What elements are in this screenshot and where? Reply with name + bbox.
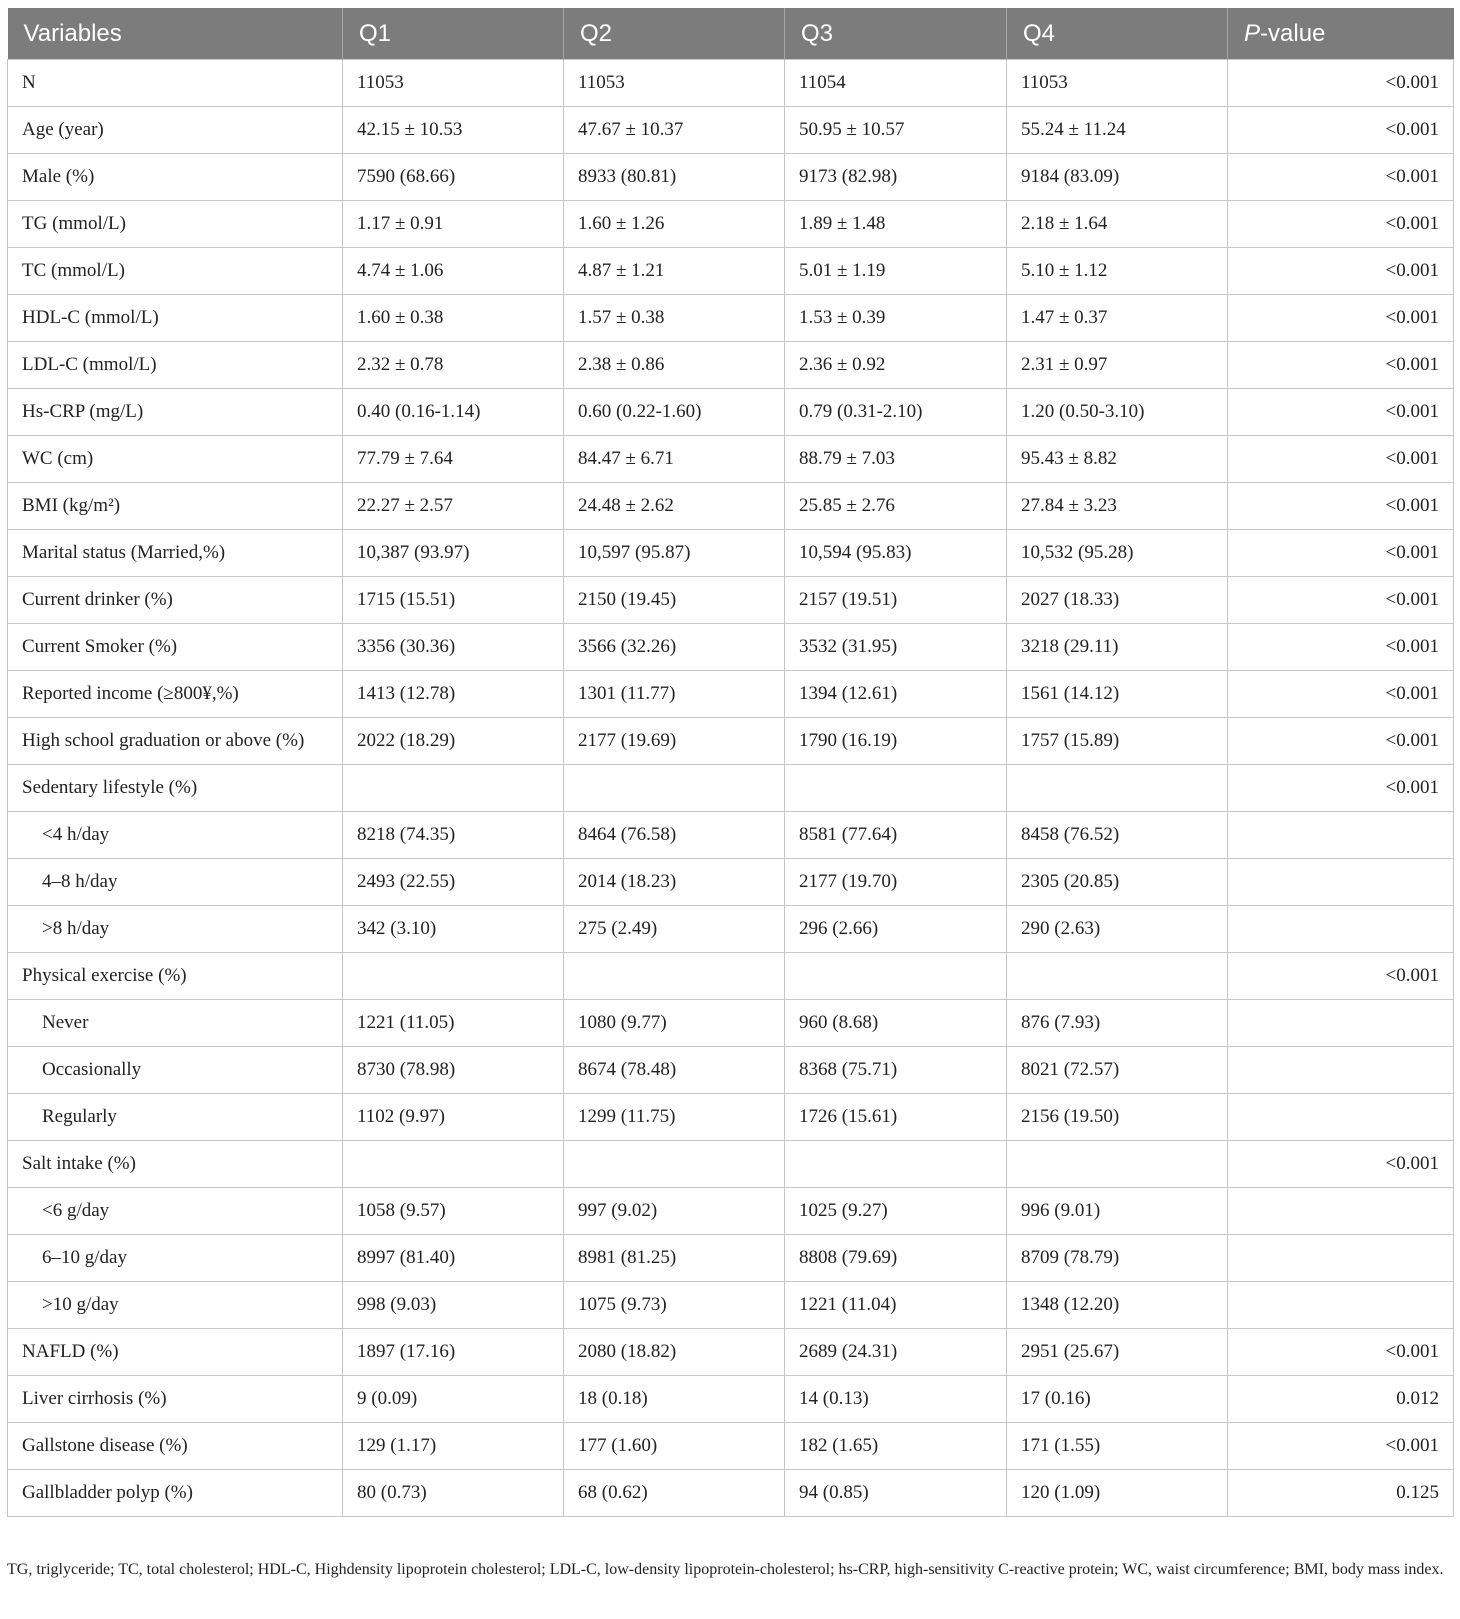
q2-cell: 3566 (32.26): [564, 624, 785, 671]
q4-cell: 27.84 ± 3.23: [1007, 483, 1228, 530]
row-label-cell: Sedentary lifestyle (%): [8, 765, 343, 812]
q4-cell: 171 (1.55): [1007, 1423, 1228, 1470]
table-header-row: [8, 8, 1454, 60]
q1-cell: 1897 (17.16): [343, 1329, 564, 1376]
q1-cell: 129 (1.17): [343, 1423, 564, 1470]
q3-cell: 9173 (82.98): [785, 154, 1007, 201]
table-row: [8, 107, 1454, 154]
table-row: [8, 859, 1454, 906]
p-value-cell: <0.001: [1228, 483, 1454, 530]
q1-cell: 1102 (9.97): [343, 1094, 564, 1141]
row-label-cell: >8 h/day: [8, 906, 343, 953]
q1-cell: 2022 (18.29): [343, 718, 564, 765]
p-value-cell: <0.001: [1228, 342, 1454, 389]
p-value-cell: <0.001: [1228, 1329, 1454, 1376]
q4-cell: 8458 (76.52): [1007, 812, 1228, 859]
q1-cell: [343, 1141, 564, 1188]
p-value-cell: <0.001: [1228, 577, 1454, 624]
p-value-cell: [1228, 859, 1454, 906]
p-value-cell: [1228, 906, 1454, 953]
q3-cell: 296 (2.66): [785, 906, 1007, 953]
q2-cell: 84.47 ± 6.71: [564, 436, 785, 483]
table-row: [8, 530, 1454, 577]
q2-cell: [564, 765, 785, 812]
q1-cell: 22.27 ± 2.57: [343, 483, 564, 530]
table-row: [8, 483, 1454, 530]
p-value-cell: [1228, 1047, 1454, 1094]
q3-cell: 2.36 ± 0.92: [785, 342, 1007, 389]
q3-cell: 8808 (79.69): [785, 1235, 1007, 1282]
row-label-cell: TG (mmol/L): [8, 201, 343, 248]
q1-cell: 2.32 ± 0.78: [343, 342, 564, 389]
row-label-cell: 4–8 h/day: [8, 859, 343, 906]
q3-cell: [785, 765, 1007, 812]
q1-cell: 998 (9.03): [343, 1282, 564, 1329]
row-label-cell: Salt intake (%): [8, 1141, 343, 1188]
q4-cell: 1.20 (0.50-3.10): [1007, 389, 1228, 436]
table-row: [8, 1329, 1454, 1376]
q1-cell: 77.79 ± 7.64: [343, 436, 564, 483]
q3-cell: 1.89 ± 1.48: [785, 201, 1007, 248]
q4-cell: 1.47 ± 0.37: [1007, 295, 1228, 342]
q3-cell: 2689 (24.31): [785, 1329, 1007, 1376]
q1-cell: 342 (3.10): [343, 906, 564, 953]
q2-cell: 2080 (18.82): [564, 1329, 785, 1376]
q3-cell: 11054: [785, 60, 1007, 107]
q1-cell: 1.17 ± 0.91: [343, 201, 564, 248]
q3-cell: 182 (1.65): [785, 1423, 1007, 1470]
q2-cell: 997 (9.02): [564, 1188, 785, 1235]
q3-cell: 2157 (19.51): [785, 577, 1007, 624]
q1-cell: [343, 765, 564, 812]
q3-cell: [785, 1141, 1007, 1188]
q4-cell: 1757 (15.89): [1007, 718, 1228, 765]
row-label-cell: <4 h/day: [8, 812, 343, 859]
q1-cell: 42.15 ± 10.53: [343, 107, 564, 154]
table-row: [8, 1376, 1454, 1423]
p-value-cell: <0.001: [1228, 718, 1454, 765]
q2-cell: 1299 (11.75): [564, 1094, 785, 1141]
row-label-cell: Current drinker (%): [8, 577, 343, 624]
table-row: [8, 248, 1454, 295]
q2-cell: 2177 (19.69): [564, 718, 785, 765]
row-label-cell: Male (%): [8, 154, 343, 201]
q2-cell: 177 (1.60): [564, 1423, 785, 1470]
q1-cell: 1.60 ± 0.38: [343, 295, 564, 342]
q2-cell: [564, 953, 785, 1000]
q4-cell: 8709 (78.79): [1007, 1235, 1228, 1282]
q2-cell: 1075 (9.73): [564, 1282, 785, 1329]
table-row: [8, 624, 1454, 671]
p-value-cell: <0.001: [1228, 295, 1454, 342]
p-value-cell: [1228, 1094, 1454, 1141]
header-q4: Q4: [1007, 8, 1228, 60]
table-row: [8, 906, 1454, 953]
q2-cell: 275 (2.49): [564, 906, 785, 953]
table-row: [8, 60, 1454, 107]
q1-cell: 8218 (74.35): [343, 812, 564, 859]
data-table-container: [7, 8, 1453, 1517]
table-row: [8, 1470, 1454, 1517]
q4-cell: 120 (1.09): [1007, 1470, 1228, 1517]
q1-cell: 1058 (9.57): [343, 1188, 564, 1235]
p-value-cell: <0.001: [1228, 953, 1454, 1000]
q2-cell: 1301 (11.77): [564, 671, 785, 718]
header-p-italic: P: [1244, 19, 1261, 47]
q4-cell: 5.10 ± 1.12: [1007, 248, 1228, 295]
p-value-cell: 0.012: [1228, 1376, 1454, 1423]
q2-cell: 8933 (80.81): [564, 154, 785, 201]
q4-cell: [1007, 765, 1228, 812]
table-row: [8, 1094, 1454, 1141]
q2-cell: 1.60 ± 1.26: [564, 201, 785, 248]
q2-cell: 2.38 ± 0.86: [564, 342, 785, 389]
q3-cell: 1025 (9.27): [785, 1188, 1007, 1235]
table-row: [8, 718, 1454, 765]
q2-cell: 1080 (9.77): [564, 1000, 785, 1047]
q3-cell: 0.79 (0.31-2.10): [785, 389, 1007, 436]
p-value-cell: [1228, 1235, 1454, 1282]
row-label-cell: Age (year): [8, 107, 343, 154]
q1-cell: 1413 (12.78): [343, 671, 564, 718]
row-label-cell: Hs-CRP (mg/L): [8, 389, 343, 436]
q2-cell: 2014 (18.23): [564, 859, 785, 906]
row-label-cell: TC (mmol/L): [8, 248, 343, 295]
table-row: [8, 1282, 1454, 1329]
table-row: [8, 953, 1454, 1000]
row-label-cell: Reported income (≥800¥,%): [8, 671, 343, 718]
q3-cell: 88.79 ± 7.03: [785, 436, 1007, 483]
q3-cell: 25.85 ± 2.76: [785, 483, 1007, 530]
header-q1: Q1: [343, 8, 564, 60]
q3-cell: 2177 (19.70): [785, 859, 1007, 906]
p-value-cell: 0.125: [1228, 1470, 1454, 1517]
q4-cell: 996 (9.01): [1007, 1188, 1228, 1235]
header-q2: Q2: [564, 8, 785, 60]
table-row: [8, 1000, 1454, 1047]
q2-cell: 24.48 ± 2.62: [564, 483, 785, 530]
table-row: [8, 1188, 1454, 1235]
q4-cell: [1007, 953, 1228, 1000]
row-label-cell: High school graduation or above (%): [8, 718, 343, 765]
row-label-cell: Physical exercise (%): [8, 953, 343, 1000]
q4-cell: 2.31 ± 0.97: [1007, 342, 1228, 389]
p-value-cell: <0.001: [1228, 107, 1454, 154]
row-label-cell: Never: [8, 1000, 343, 1047]
q4-cell: 1561 (14.12): [1007, 671, 1228, 718]
q1-cell: 3356 (30.36): [343, 624, 564, 671]
table-body: [8, 60, 1454, 1517]
q3-cell: 1790 (16.19): [785, 718, 1007, 765]
q4-cell: 10,532 (95.28): [1007, 530, 1228, 577]
row-label-cell: BMI (kg/m²): [8, 483, 343, 530]
p-value-cell: [1228, 1282, 1454, 1329]
table-row: [8, 671, 1454, 718]
table-row: [8, 765, 1454, 812]
q3-cell: 10,594 (95.83): [785, 530, 1007, 577]
q2-cell: 1.57 ± 0.38: [564, 295, 785, 342]
table-row: [8, 812, 1454, 859]
table-row: [8, 1423, 1454, 1470]
row-label-cell: LDL-C (mmol/L): [8, 342, 343, 389]
p-value-cell: <0.001: [1228, 248, 1454, 295]
row-label-cell: Marital status (Married,%): [8, 530, 343, 577]
row-label-cell: 6–10 g/day: [8, 1235, 343, 1282]
p-value-cell: [1228, 812, 1454, 859]
row-label-cell: Gallbladder polyp (%): [8, 1470, 343, 1517]
q1-cell: 8730 (78.98): [343, 1047, 564, 1094]
row-label-cell: NAFLD (%): [8, 1329, 343, 1376]
table-row: [8, 295, 1454, 342]
q1-cell: [343, 953, 564, 1000]
header-q3: Q3: [785, 8, 1007, 60]
q4-cell: 2951 (25.67): [1007, 1329, 1228, 1376]
q3-cell: 1221 (11.04): [785, 1282, 1007, 1329]
q1-cell: 80 (0.73): [343, 1470, 564, 1517]
p-value-cell: [1228, 1188, 1454, 1235]
q4-cell: 17 (0.16): [1007, 1376, 1228, 1423]
q2-cell: 68 (0.62): [564, 1470, 785, 1517]
q4-cell: 876 (7.93): [1007, 1000, 1228, 1047]
q4-cell: 3218 (29.11): [1007, 624, 1228, 671]
q2-cell: 10,597 (95.87): [564, 530, 785, 577]
q4-cell: 95.43 ± 8.82: [1007, 436, 1228, 483]
q1-cell: 10,387 (93.97): [343, 530, 564, 577]
table-row: [8, 154, 1454, 201]
q4-cell: 2305 (20.85): [1007, 859, 1228, 906]
q4-cell: 2.18 ± 1.64: [1007, 201, 1228, 248]
q4-cell: 2027 (18.33): [1007, 577, 1228, 624]
header-p-rest: -value: [1260, 19, 1326, 47]
row-label-cell: HDL-C (mmol/L): [8, 295, 343, 342]
table-row: [8, 1047, 1454, 1094]
row-label-cell: Gallstone disease (%): [8, 1423, 343, 1470]
table-row: [8, 1141, 1454, 1188]
q3-cell: 50.95 ± 10.57: [785, 107, 1007, 154]
row-label-cell: N: [8, 60, 343, 107]
q1-cell: 2493 (22.55): [343, 859, 564, 906]
p-value-cell: <0.001: [1228, 530, 1454, 577]
p-value-cell: <0.001: [1228, 436, 1454, 483]
q4-cell: 9184 (83.09): [1007, 154, 1228, 201]
q2-cell: 4.87 ± 1.21: [564, 248, 785, 295]
p-value-cell: <0.001: [1228, 154, 1454, 201]
q1-cell: 9 (0.09): [343, 1376, 564, 1423]
row-label-cell: WC (cm): [8, 436, 343, 483]
q3-cell: 1726 (15.61): [785, 1094, 1007, 1141]
q4-cell: 55.24 ± 11.24: [1007, 107, 1228, 154]
q3-cell: 1394 (12.61): [785, 671, 1007, 718]
q1-cell: 1221 (11.05): [343, 1000, 564, 1047]
q2-cell: [564, 1141, 785, 1188]
row-label-cell: <6 g/day: [8, 1188, 343, 1235]
table-row: [8, 201, 1454, 248]
q3-cell: 1.53 ± 0.39: [785, 295, 1007, 342]
baseline-characteristics-table: [7, 8, 1454, 1517]
q2-cell: 8674 (78.48): [564, 1047, 785, 1094]
p-value-cell: [1228, 1000, 1454, 1047]
row-label-cell: Regularly: [8, 1094, 343, 1141]
q4-cell: 8021 (72.57): [1007, 1047, 1228, 1094]
row-label-cell: Liver cirrhosis (%): [8, 1376, 343, 1423]
q4-cell: 2156 (19.50): [1007, 1094, 1228, 1141]
q3-cell: 8581 (77.64): [785, 812, 1007, 859]
table-row: [8, 389, 1454, 436]
q3-cell: [785, 953, 1007, 1000]
q3-cell: 14 (0.13): [785, 1376, 1007, 1423]
q3-cell: 5.01 ± 1.19: [785, 248, 1007, 295]
q4-cell: 1348 (12.20): [1007, 1282, 1228, 1329]
q2-cell: 47.67 ± 10.37: [564, 107, 785, 154]
q2-cell: 0.60 (0.22-1.60): [564, 389, 785, 436]
table-row: [8, 436, 1454, 483]
table-row: [8, 342, 1454, 389]
header-p-value: [1228, 8, 1454, 60]
header-variables: Variables: [8, 8, 343, 60]
q3-cell: 960 (8.68): [785, 1000, 1007, 1047]
row-label-cell: Current Smoker (%): [8, 624, 343, 671]
q2-cell: 8981 (81.25): [564, 1235, 785, 1282]
p-value-cell: <0.001: [1228, 765, 1454, 812]
table-row: [8, 1235, 1454, 1282]
p-value-cell: <0.001: [1228, 624, 1454, 671]
p-value-cell: <0.001: [1228, 1141, 1454, 1188]
row-label-cell: Occasionally: [8, 1047, 343, 1094]
q1-cell: 11053: [343, 60, 564, 107]
q2-cell: 18 (0.18): [564, 1376, 785, 1423]
q1-cell: 8997 (81.40): [343, 1235, 564, 1282]
q4-cell: 11053: [1007, 60, 1228, 107]
q1-cell: 0.40 (0.16-1.14): [343, 389, 564, 436]
q1-cell: 1715 (15.51): [343, 577, 564, 624]
p-value-cell: <0.001: [1228, 389, 1454, 436]
q3-cell: 3532 (31.95): [785, 624, 1007, 671]
q2-cell: 2150 (19.45): [564, 577, 785, 624]
table-row: [8, 577, 1454, 624]
row-label-cell: >10 g/day: [8, 1282, 343, 1329]
q3-cell: 94 (0.85): [785, 1470, 1007, 1517]
p-value-cell: <0.001: [1228, 1423, 1454, 1470]
p-value-cell: <0.001: [1228, 671, 1454, 718]
p-value-cell: <0.001: [1228, 60, 1454, 107]
q1-cell: 4.74 ± 1.06: [343, 248, 564, 295]
table-footnote: TG, triglyceride; TC, total cholesterol; HDL-C, Highdensity lipoprotein cholesterol; LDL-C, low-density lipoprotein-cholesterol; hs-CRP, high-sensitivity C-reactive protein; WC, waist circumference; BMI, body mass index.: [7, 1561, 1444, 1578]
q2-cell: 11053: [564, 60, 785, 107]
p-value-cell: <0.001: [1228, 201, 1454, 248]
q2-cell: 8464 (76.58): [564, 812, 785, 859]
q4-cell: [1007, 1141, 1228, 1188]
q3-cell: 8368 (75.71): [785, 1047, 1007, 1094]
q4-cell: 290 (2.63): [1007, 906, 1228, 953]
q1-cell: 7590 (68.66): [343, 154, 564, 201]
